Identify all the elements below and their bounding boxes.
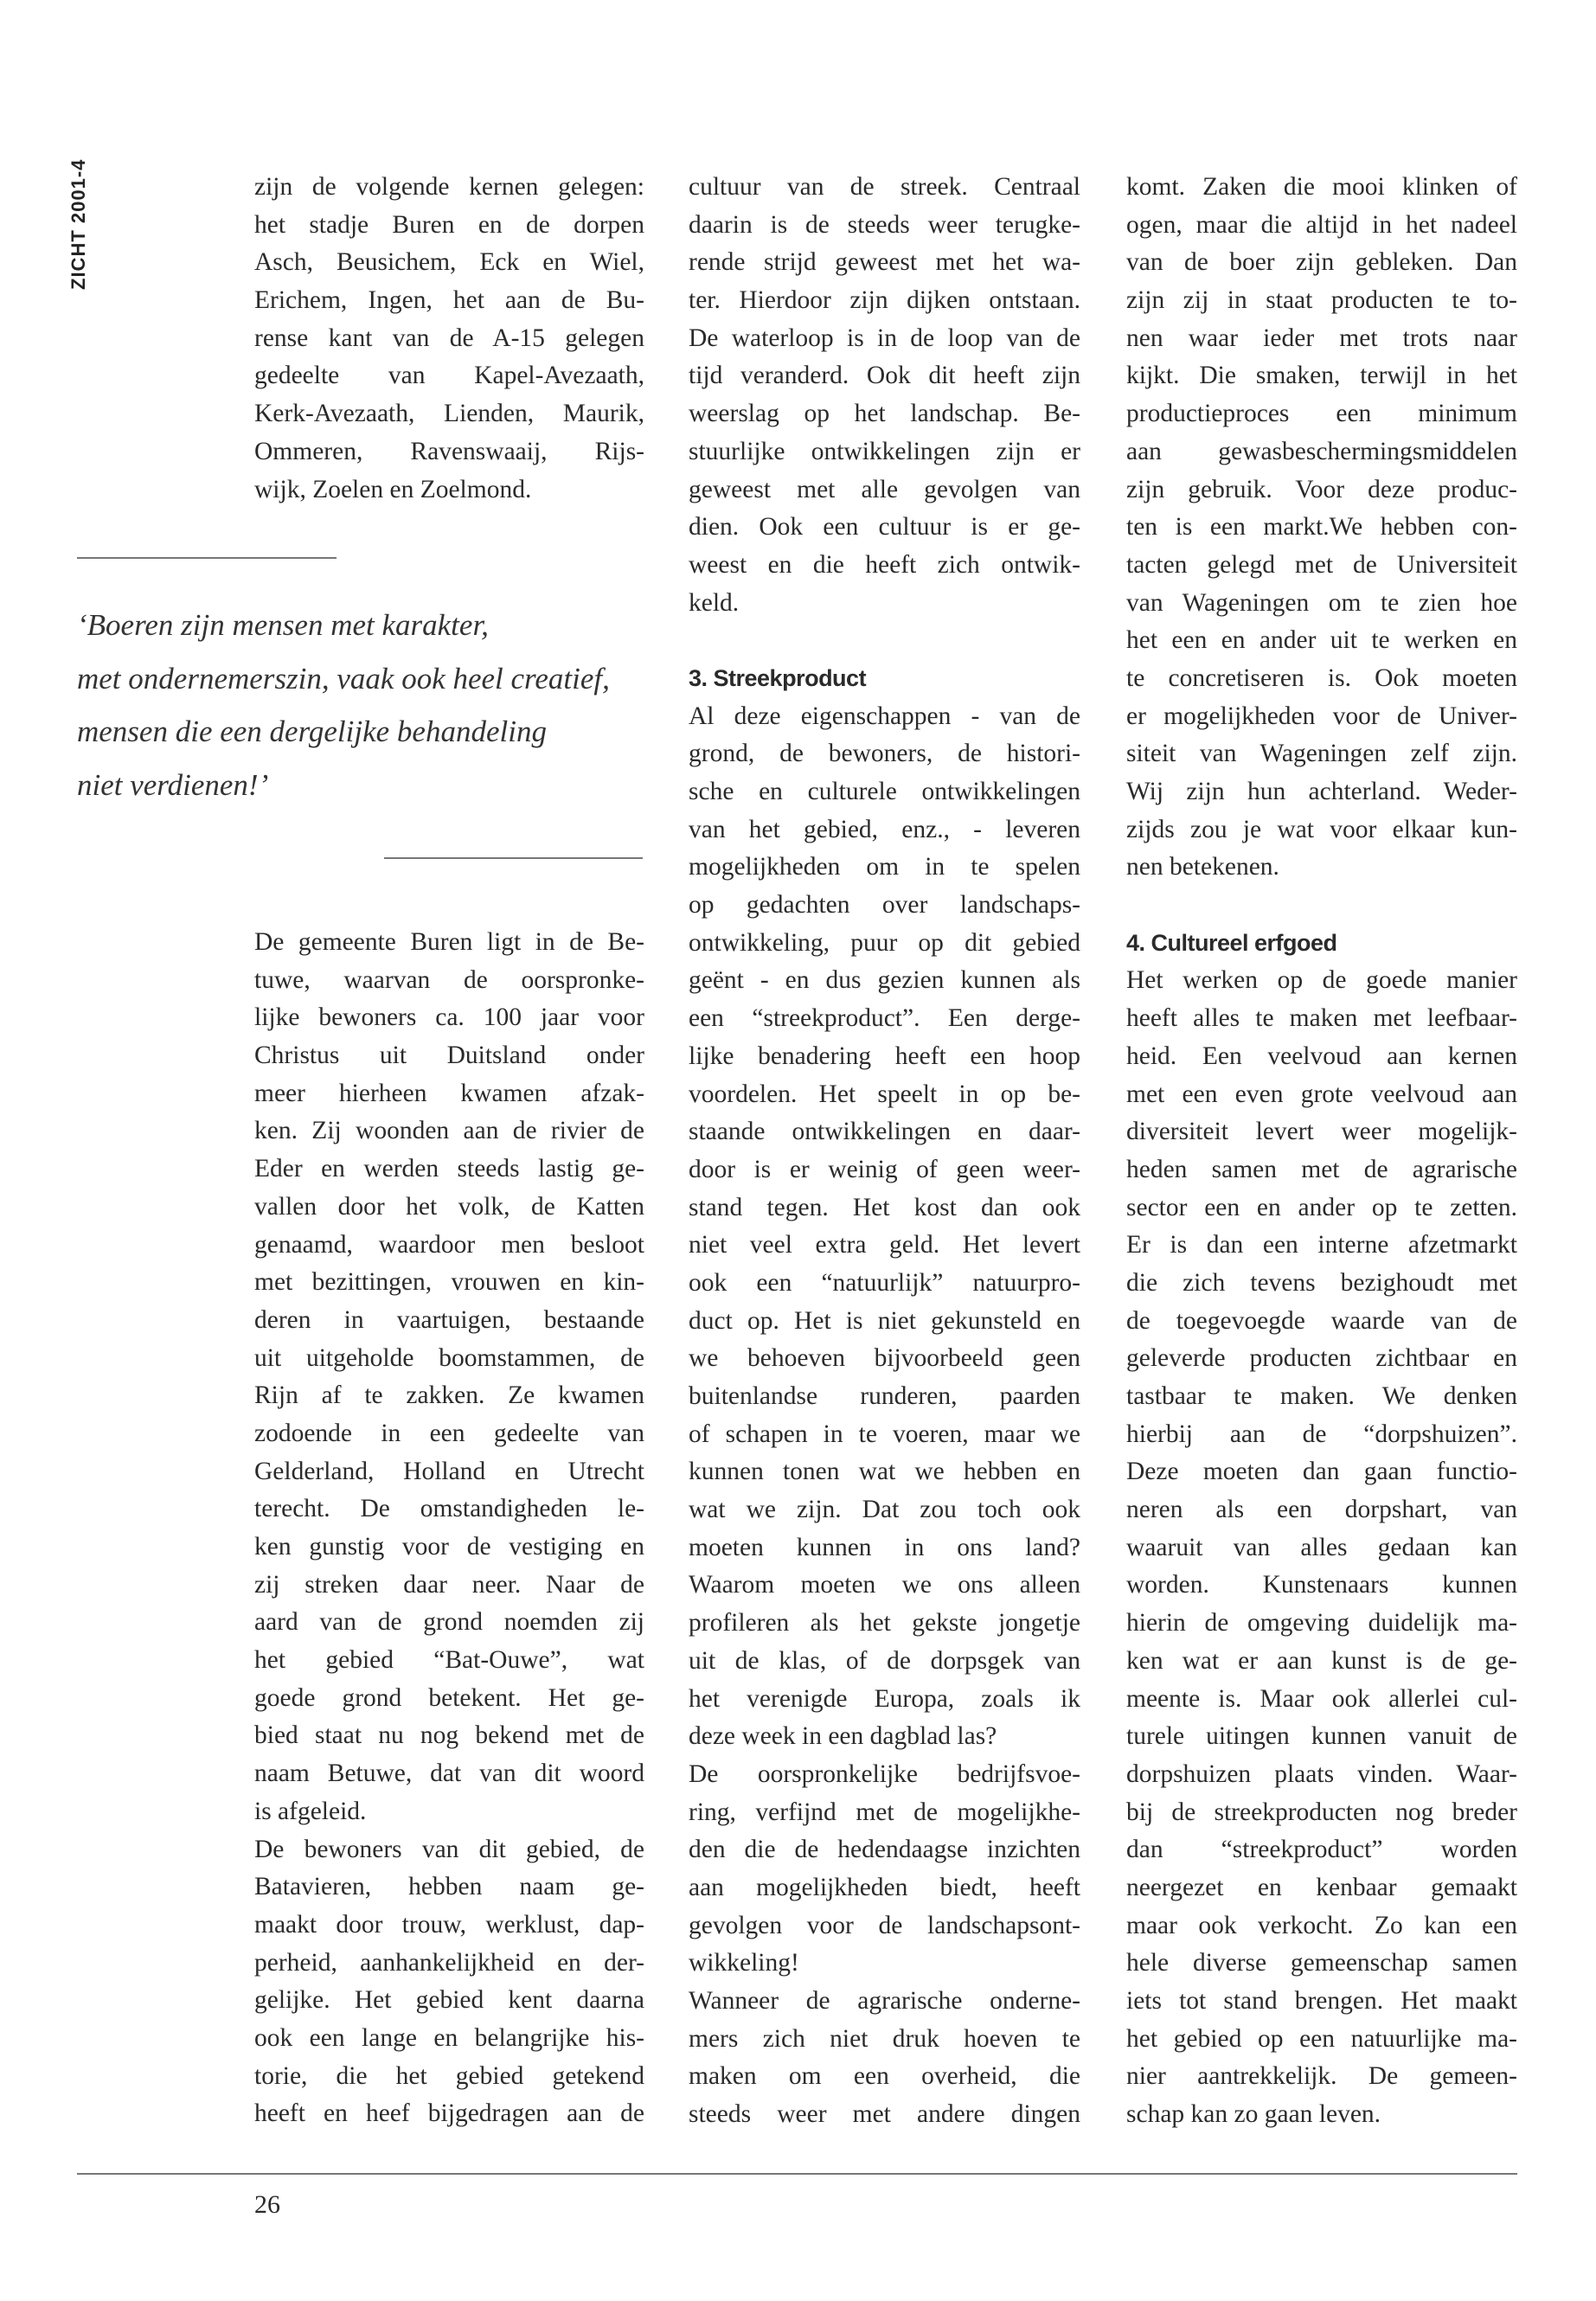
paragraph-line: weest en die heeft zich ontwik-	[689, 550, 1080, 579]
section-heading: 4. Cultureel erfgoed	[1126, 929, 1337, 956]
paragraph-line: ontwikkeling, puur op dit gebied	[689, 928, 1080, 957]
paragraph-line: geënt - en dus gezien kunnen als	[689, 966, 1080, 995]
paragraph-line: met bezittingen, vrouwen en kin-	[254, 1268, 644, 1297]
paragraph-line: deren in vaartuigen, bestaande	[254, 1305, 644, 1334]
paragraph-line: is afgeleid.	[254, 1797, 367, 1825]
paragraph-line: gedeelte van Kapel-Avezaath,	[254, 362, 644, 390]
paragraph-line: dan “streekproduct” worden	[1126, 1836, 1517, 1864]
paragraph-line: hierbij aan de “dorpshuizen”.	[1126, 1420, 1517, 1448]
paragraph-line: door is er weinig of geen weer-	[689, 1155, 1080, 1183]
paragraph-line: een “streekproduct”. Een derge-	[689, 1004, 1080, 1033]
paragraph-line: ken. Zij woonden aan de rivier de	[254, 1117, 644, 1145]
paragraph-line: deze week in een dagblad las?	[689, 1722, 997, 1751]
column-3	[1126, 169, 1517, 2134]
paragraph-line: tastbaar te maken. We denken	[1126, 1382, 1517, 1410]
paragraph-line: zijn gebruik. Voor deze produc-	[1126, 475, 1517, 503]
paragraph-line: dorpshuizen plaats vinden. Waar-	[1126, 1759, 1517, 1788]
paragraph-line: meer hierheen kwamen afzak-	[254, 1079, 644, 1107]
paragraph-line: Gelderland, Holland en Utrecht	[254, 1457, 644, 1485]
paragraph-line: Deze moeten dan gaan functio-	[1126, 1458, 1517, 1486]
paragraph-line: zijn zij in staat producten te to-	[1126, 286, 1517, 315]
paragraph-line: heeft alles te maken met leefbaar-	[1126, 1004, 1517, 1033]
paragraph-line: Wij zijn hun achterland. Weder-	[1126, 778, 1517, 805]
paragraph-line: sche en culturele ontwikkelingen	[689, 778, 1080, 805]
paragraph-line: vallen door het volk, de Katten	[254, 1192, 644, 1221]
paragraph-line: op gedachten over landschaps-	[689, 891, 1080, 920]
paragraph-line: worden. Kunstenaars kunnen	[1126, 1571, 1517, 1599]
paragraph-line: bij de streekproducten nog breder	[1126, 1798, 1517, 1826]
paragraph-line: ogen, maar die altijd in het nadeel	[1126, 210, 1517, 239]
paragraph-line: staande ontwikkelingen en daar-	[689, 1118, 1080, 1146]
paragraph-line: tijd veranderd. Ook dit heeft zijn	[689, 362, 1080, 390]
paragraph-line: meente is. Maar ook allerlei cul-	[1126, 1684, 1517, 1713]
paragraph-line: Ommeren, Ravenswaaij, Rijs-	[254, 437, 644, 465]
paragraph-line: met een even grote veelvoud aan	[1126, 1080, 1517, 1108]
paragraph-line: diversiteit levert weer mogelijk-	[1126, 1118, 1517, 1146]
paragraph-line: lijke benadering heeft een hoop	[689, 1042, 1080, 1070]
paragraph-line: productieproces een minimum	[1126, 400, 1517, 428]
paragraph-line: aard van de grond noemden zij	[254, 1608, 644, 1637]
paragraph-line: De waterloop is in de loop van de	[689, 324, 1080, 352]
paragraph-line: weerslag op het landschap. Be-	[689, 400, 1080, 428]
paragraph-line: gelijke. Het gebied kent daarna	[254, 1986, 644, 2015]
paragraph-line: schap kan zo gaan leven.	[1126, 2100, 1381, 2129]
paragraph-line: Eder en werden steeds lastig ge-	[254, 1155, 644, 1183]
paragraph-line: zijds zou je wat voor elkaar kun-	[1126, 815, 1517, 843]
paragraph-line: maar ook verkocht. Zo kan een	[1126, 1911, 1517, 1939]
paragraph-line: naam Betuwe, dat van dit woord	[254, 1759, 644, 1788]
paragraph-line: Al deze eigenschappen - van de	[689, 702, 1080, 730]
paragraph-line: den die de hedendaagse inzichten	[689, 1836, 1080, 1864]
pull-quote-line: met ondernemerszin, vaak ook heel creatief,	[77, 661, 610, 695]
paragraph-line: daarin is de steeds weer terugke-	[689, 210, 1080, 239]
paragraph-line: torie, die het gebied getekend	[254, 2061, 644, 2090]
paragraph-line: ten is een markt.We hebben con-	[1126, 513, 1517, 542]
paragraph-line: van de boer zijn gebleken. Dan	[1126, 248, 1517, 277]
blank-line	[1126, 887, 1517, 925]
paragraph-line: uit uitgeholde boomstammen, de	[254, 1343, 644, 1372]
paragraph-line: we behoeven bijvoorbeeld geen	[689, 1344, 1080, 1373]
paragraph-line: iets tot stand brengen. Het maakt	[1126, 1987, 1517, 2015]
paragraph-line: ook een “natuurlijk” natuurpro-	[689, 1268, 1080, 1297]
paragraph-line: nier aantrekkelijk. De gemeen-	[1126, 2062, 1517, 2091]
paragraph-line: bied staat nu nog bekend met de	[254, 1721, 644, 1750]
paragraph-line: het stadje Buren en de dorpen	[254, 210, 644, 239]
paragraph-line: rende strijd geweest met het wa-	[689, 248, 1080, 277]
paragraph-line: van Wageningen om te zien hoe	[1126, 588, 1517, 617]
paragraph-line: ter. Hierdoor zijn dijken ontstaan.	[689, 286, 1080, 315]
paragraph-line: tuwe, waarvan de oorspronke-	[254, 965, 644, 994]
paragraph-line: perheid, aanhankelijkheid en der-	[254, 1948, 644, 1977]
paragraph-line: nen waar ieder met trots naar	[1126, 324, 1517, 352]
paragraph-line: ken wat er aan kunst is de ge-	[1126, 1646, 1517, 1675]
section-heading: 3. Streekproduct	[689, 664, 867, 691]
paragraph-line: lijke bewoners ca. 100 jaar voor	[254, 1003, 644, 1032]
pull-quote-line: mensen die een dergelijke behandeling	[77, 715, 547, 748]
paragraph-line: steeds weer met andere dingen	[689, 2100, 1080, 2129]
paragraph-line: kunnen tonen wat we hebben en	[689, 1458, 1080, 1486]
paragraph-line: genaamd, waardoor men besloot	[254, 1230, 644, 1259]
paragraph-line: het gebied op een natuurlijke ma-	[1126, 2024, 1517, 2053]
paragraph-line: geweest met alle gevolgen van	[689, 475, 1080, 503]
paragraph-line: neren als een dorpshart, van	[1126, 1496, 1517, 1524]
paragraph-line: wat we zijn. Dat zou toch ook	[689, 1496, 1080, 1524]
paragraph-line: De gemeente Buren ligt in de Be-	[254, 928, 644, 956]
paragraph-line: het een en ander uit te werken en	[1126, 626, 1517, 655]
paragraph-line: keld.	[689, 588, 740, 617]
blank-line	[689, 622, 1080, 660]
pull-quote-line: niet verdienen!’	[77, 767, 269, 802]
paragraph-line: Asch, Beusichem, Eck en Wiel,	[254, 248, 644, 277]
paragraph-line: die zich tevens bezighoudt met	[1126, 1268, 1517, 1297]
paragraph-line: Het werken op de goede manier	[1126, 966, 1517, 995]
paragraph-line: Christus uit Duitsland onder	[254, 1042, 644, 1070]
running-title: ZICHT 2001-4	[67, 158, 89, 290]
paragraph-line: geleverde producten zichtbaar en	[1126, 1344, 1517, 1373]
paragraph-line: het gebied “Bat-Ouwe”, wat	[254, 1646, 644, 1675]
paragraph-line: niet veel extra geld. Het levert	[689, 1231, 1080, 1259]
paragraph-line: de toegevoegde waarde van de	[1126, 1306, 1517, 1335]
paragraph-line: er mogelijkheden voor de Univer-	[1126, 702, 1517, 730]
paragraph-line: te concretiseren is. Ook moeten	[1126, 663, 1517, 692]
paragraph-line: buitenlandse runderen, paarden	[689, 1382, 1080, 1410]
paragraph-line: ring, verfijnd met de mogelijkhe-	[689, 1798, 1080, 1826]
paragraph-line: rense kant van de A-15 gelegen	[254, 324, 644, 352]
paragraph-line: kijkt. Die smaken, terwijl in het	[1126, 362, 1517, 390]
paragraph-line: Kerk-Avezaath, Lienden, Maurik,	[254, 400, 644, 428]
pull-quote	[77, 599, 610, 811]
paragraph-line: dien. Ook een cultuur is er ge-	[689, 513, 1080, 542]
paragraph-line: aan gewasbeschermingsmiddelen	[1126, 437, 1517, 465]
paragraph-line: Wanneer de agrarische onderne-	[689, 1987, 1080, 2015]
paragraph-line: turele uitingen kunnen vanuit de	[1126, 1722, 1517, 1751]
column-1-body	[254, 924, 644, 2133]
paragraph-line: van het gebied, enz., - leveren	[689, 815, 1080, 843]
paragraph-line: maakt door trouw, werklust, dap-	[254, 1910, 644, 1939]
paragraph-line: ken gunstig voor de vestiging en	[254, 1533, 644, 1561]
paragraph-line: aan mogelijkheden biedt, heeft	[689, 1873, 1080, 1901]
paragraph-line: moeten kunnen in ons land?	[689, 1533, 1080, 1561]
paragraph-line: wijk, Zoelen en Zoelmond.	[254, 475, 532, 503]
paragraph-line: wikkeling!	[689, 1949, 799, 1977]
paragraph-line: Rijn af te zakken. Ze kwamen	[254, 1381, 644, 1410]
paragraph-line: waaruit van alles gedaan kan	[1126, 1533, 1517, 1561]
paragraph-line: Erichem, Ingen, het aan de Bu-	[254, 286, 644, 315]
paragraph-line: gevolgen voor de landschapsont-	[689, 1911, 1080, 1939]
paragraph-line: komt. Zaken die mooi klinken of	[1126, 173, 1517, 201]
paragraph-line: stand tegen. Het kost dan ook	[689, 1193, 1080, 1221]
paragraph-line: hierin de omgeving duidelijk ma-	[1126, 1609, 1517, 1638]
paragraph-line: sector een en ander op te zetten.	[1126, 1193, 1517, 1221]
paragraph-line: of schapen in te voeren, maar we	[689, 1420, 1080, 1448]
paragraph-line: zijn de volgende kernen gelegen:	[254, 173, 644, 201]
paragraph-line: mogelijkheden om in te spelen	[689, 853, 1080, 881]
paragraph-line: heeft en heef bijgedragen aan de	[254, 2099, 644, 2128]
paragraph-line: tacten gelegd met de Universiteit	[1126, 550, 1517, 579]
paragraph-line: Batavieren, hebben naam ge-	[254, 1873, 644, 1901]
footer-rule	[77, 2173, 1517, 2175]
paragraph-line: zij streken daar neer. Naar de	[254, 1570, 644, 1599]
paragraph-line: duct op. Het is niet gekunsteld en	[689, 1306, 1080, 1335]
column-2	[689, 169, 1080, 2134]
paragraph-line: hele diverse gemeenschap samen	[1126, 1949, 1517, 1977]
pull-quote-line: ‘Boeren zijn mensen met karakter,	[77, 608, 489, 642]
paragraph-line: Waarom moeten we ons alleen	[689, 1571, 1080, 1599]
page-number: 26	[254, 2190, 280, 2219]
quote-rule-bottom	[384, 857, 643, 859]
paragraph-line: Er is dan een interne afzetmarkt	[1126, 1231, 1517, 1259]
paragraph-line: heden samen met de agrarische	[1126, 1155, 1517, 1183]
paragraph-line: De bewoners van dit gebied, de	[254, 1835, 644, 1863]
paragraph-line: terecht. De omstandigheden le-	[254, 1495, 644, 1523]
paragraph-line: grond, de bewoners, de histori-	[689, 740, 1080, 768]
paragraph-line: De oorspronkelijke bedrijfsvoe-	[689, 1759, 1080, 1788]
paragraph-line: het verenigde Europa, zoals ik	[689, 1684, 1080, 1713]
paragraph-line: maken om een overheid, die	[689, 2062, 1080, 2091]
paragraph-line: neergezet en kenbaar gemaakt	[1126, 1873, 1517, 1901]
paragraph-line: mers zich niet druk hoeven te	[689, 2024, 1080, 2053]
quote-rule-top	[77, 557, 337, 559]
paragraph-line: zodoende in een gedeelte van	[254, 1419, 644, 1447]
paragraph-line: uit de klas, of de dorpsgek van	[689, 1646, 1080, 1675]
paragraph-line: ook een lange en belangrijke his-	[254, 2023, 644, 2052]
paragraph-line: heid. Een veelvoud aan kernen	[1126, 1042, 1517, 1070]
paragraph-line: voordelen. Het speelt in op be-	[689, 1080, 1080, 1108]
column-1-top	[254, 169, 644, 509]
paragraph-line: siteit van Wageningen zelf zijn.	[1126, 740, 1517, 768]
paragraph-line: profileren als het gekste jongetje	[689, 1609, 1080, 1638]
paragraph-line: goede grond betekent. Het ge-	[254, 1683, 644, 1712]
paragraph-line: nen betekenen.	[1126, 853, 1279, 881]
paragraph-line: stuurlijke ontwikkelingen zijn er	[689, 437, 1080, 465]
paragraph-line: cultuur van de streek. Centraal	[689, 173, 1080, 201]
